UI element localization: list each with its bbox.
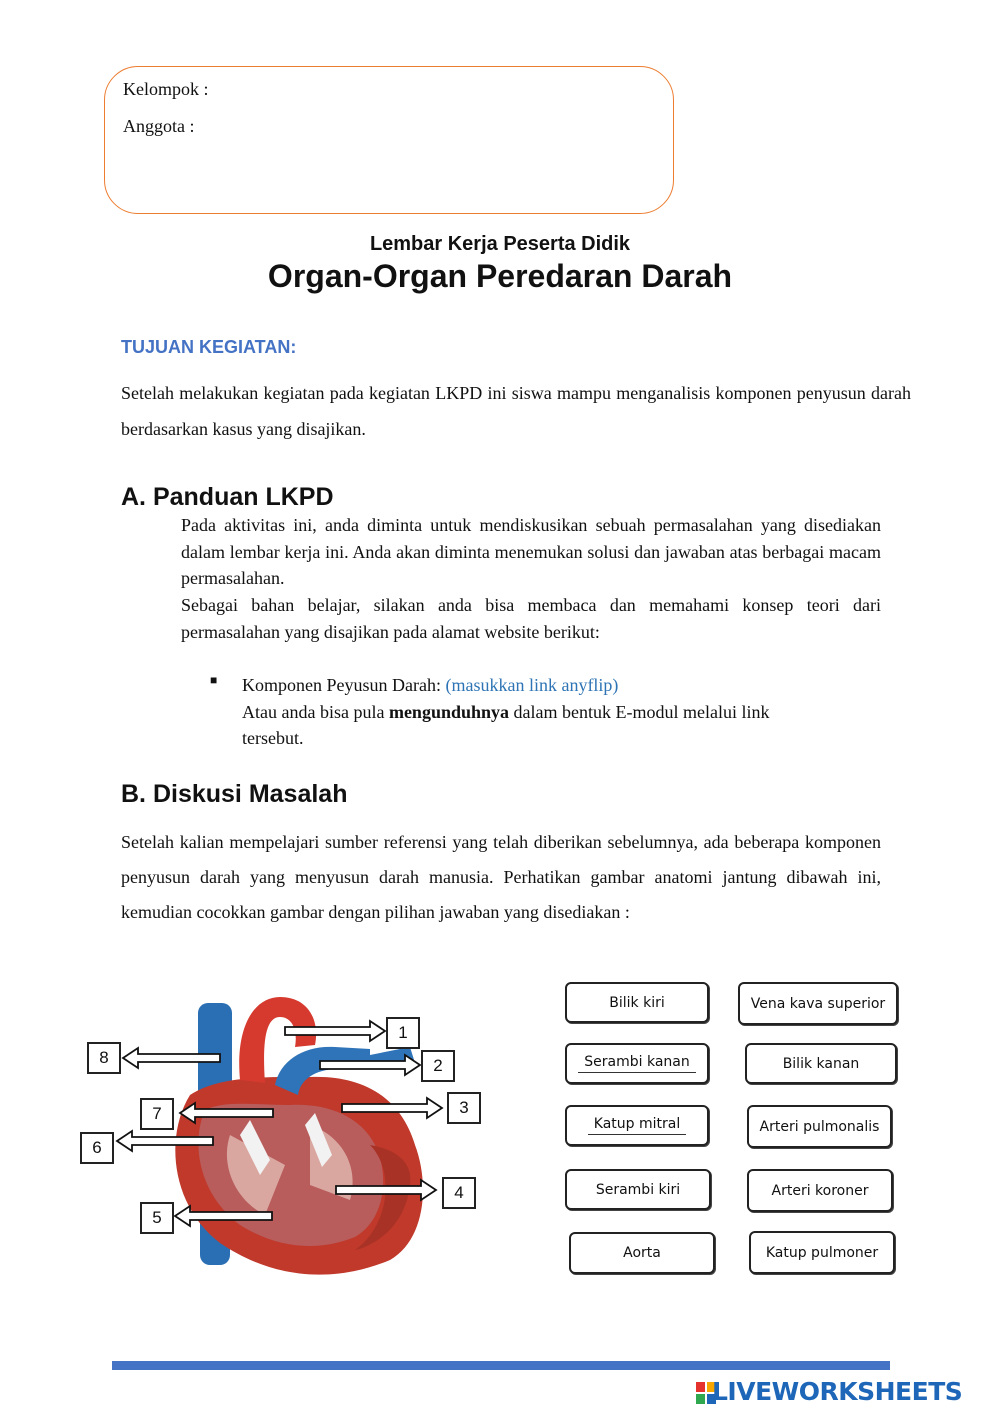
label-number-2: 2 (421, 1050, 455, 1082)
answer-arteri-pulmonalis[interactable]: Arteri pulmonalis (747, 1105, 892, 1148)
section-a-heading: A. Panduan LKPD (121, 483, 334, 511)
label-number-6: 6 (80, 1132, 114, 1164)
worksheet-subtitle: Lembar Kerja Peserta Didik (369, 233, 631, 255)
heart-diagram (70, 985, 510, 1290)
label-number-3: 3 (447, 1092, 481, 1124)
anyflip-link[interactable]: (masukkan link anyflip) (445, 675, 619, 695)
answer-serambi-kiri[interactable]: Serambi kiri (565, 1169, 711, 1210)
bullet-line2-pre: Atau anda bisa pula (242, 701, 389, 722)
label-number-5: 5 (140, 1202, 174, 1234)
bullet-icon: ■ (210, 673, 218, 687)
section-b-heading: B. Diskusi Masalah (121, 780, 348, 808)
label-number-8: 8 (87, 1042, 121, 1074)
answer-bilik-kanan[interactable]: Bilik kanan (745, 1043, 897, 1084)
answer-katup-mitral[interactable] (565, 1105, 709, 1146)
section-a-para2: Sebagai bahan belajar, silakan anda bisa membaca dan memahami konsep teori dari permasalahan yang disajikan pada alamat website berikut: (181, 595, 881, 642)
label-number-7: 7 (140, 1098, 174, 1130)
bullet-line2-bold: mengunduhnya (388, 701, 510, 722)
worksheet-title: Organ-Organ Peredaran Darah (267, 258, 733, 294)
kelompok-label: Kelompok : (123, 79, 209, 99)
section-b-text: Setelah kalian mempelajari sumber referensi yang telah diberikan sebelumnya, ada beberapa komponen penyusun darah yang menyusun darah manusia. Perhatikan gambar anatomi jantung dibawah ini, kemudian cocokkan gambar dengan pilihan jawaban yang disediakan : (121, 832, 881, 922)
liveworksheets-brand: LIVEWORKSHEETS (712, 1377, 963, 1406)
tujuan-heading: TUJUAN KEGIATAN: (121, 337, 297, 357)
answer-katup-mitral-text: Katup mitral (588, 1116, 686, 1135)
answer-katup-pulmoner[interactable]: Katup pulmoner (749, 1231, 895, 1274)
answer-serambi-kanan-text: Serambi kanan (578, 1054, 695, 1073)
answer-bilik-kiri[interactable]: Bilik kiri (565, 982, 709, 1023)
anggota-label: Anggota : (123, 116, 195, 136)
answer-arteri-koroner[interactable]: Arteri koroner (747, 1169, 893, 1212)
bullet-line2-post: dalam bentuk E-modul melalui link (509, 701, 770, 722)
answer-vena-kava-superior[interactable]: Vena kava superior (738, 982, 898, 1025)
answer-serambi-kanan[interactable] (565, 1043, 709, 1084)
section-a-para1: Pada aktivitas ini, anda diminta untuk mendiskusikan sebuah permasalahan yang disediakan dalam lembar kerja ini. Anda akan diminta menemukan solusi dan jawaban atas berbagai macam permasalahan. (181, 515, 881, 588)
label-number-1: 1 (386, 1017, 420, 1049)
answer-aorta[interactable]: Aorta (569, 1232, 715, 1274)
bullet-label: Komponen Peyusun Darah: (242, 675, 446, 695)
label-number-4: 4 (442, 1177, 476, 1209)
tujuan-text: Setelah melakukan kegiatan pada kegiatan LKPD ini siswa mampu menganalisis komponen penyusun darah berdasarkan kasus yang disajikan. (121, 383, 911, 439)
bullet-item (242, 672, 882, 752)
footer-bar (112, 1361, 890, 1370)
bullet-line3: tersebut. (242, 728, 304, 748)
